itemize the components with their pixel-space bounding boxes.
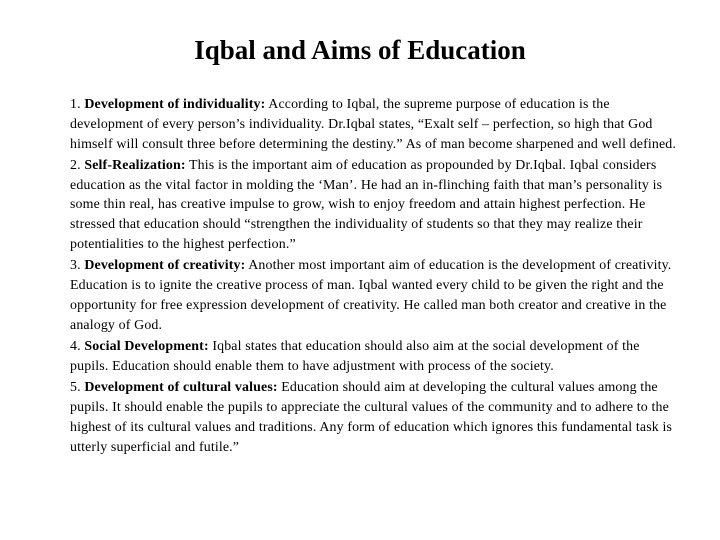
point-number: 3.: [70, 258, 85, 274]
point-creativity: [70, 256, 680, 335]
point-number: 5.: [70, 380, 85, 396]
slide-content: [70, 95, 680, 459]
point-number: 4.: [70, 339, 85, 355]
point-heading: Development of individuality:: [84, 97, 266, 112]
point-social-development: [70, 337, 680, 377]
point-heading: Self-Realization:: [84, 157, 186, 173]
point-heading: Social Development:: [84, 339, 209, 355]
point-body: Another most important aim of education is the development of creativity. Education is to ignite the creative process of man. Iqbal wanted every child to be given the right and the opportunity for free expression development of creativity. He called man both creator and creative in the analogy of God.: [70, 258, 672, 333]
point-individuality: [70, 95, 680, 154]
point-heading: Development of cultural values:: [84, 380, 278, 396]
slide-title: Iqbal and Aims of Education: [194, 35, 526, 65]
point-self-realization: [70, 156, 680, 255]
point-body: According to Iqbal, the supreme purpose of education is the development of every person’s individuality. Dr.Iqbal states, “Exalt self – perfection, so high that God himself will consult three before determining the destiny.” As of man become sharpened and well defined.: [70, 97, 677, 152]
point-cultural-values: [70, 378, 680, 457]
point-body: Education should aim at developing the cultural values among the pupils. It should enable the pupils to appreciate the cultural values of the community and to adhere to the highest of its cultural values and traditions. Any form of education which ignores this fundamental task is utterly superficial and futile.”: [70, 380, 673, 455]
point-number: 1.: [70, 97, 85, 112]
point-heading: Development of creativity:: [84, 258, 246, 274]
point-number: 2.: [70, 157, 85, 173]
point-body: This is the important aim of education as propounded by Dr.Iqbal. Iqbal considers education as the vital factor in molding the ‘Man’. He had an in-flinching faith that man’s personality is some thin real, has creative impulse to grow, wish to enjoy freedom and attain highest perfection. He stressed that education should “strengthen the individuality of students so that they may realize their potentialities to the highest perfection.”: [70, 157, 663, 253]
point-body: Iqbal states that education should also aim at the social development of the pupils. Education should enable them to have adjustment with process of the society.: [70, 339, 640, 374]
